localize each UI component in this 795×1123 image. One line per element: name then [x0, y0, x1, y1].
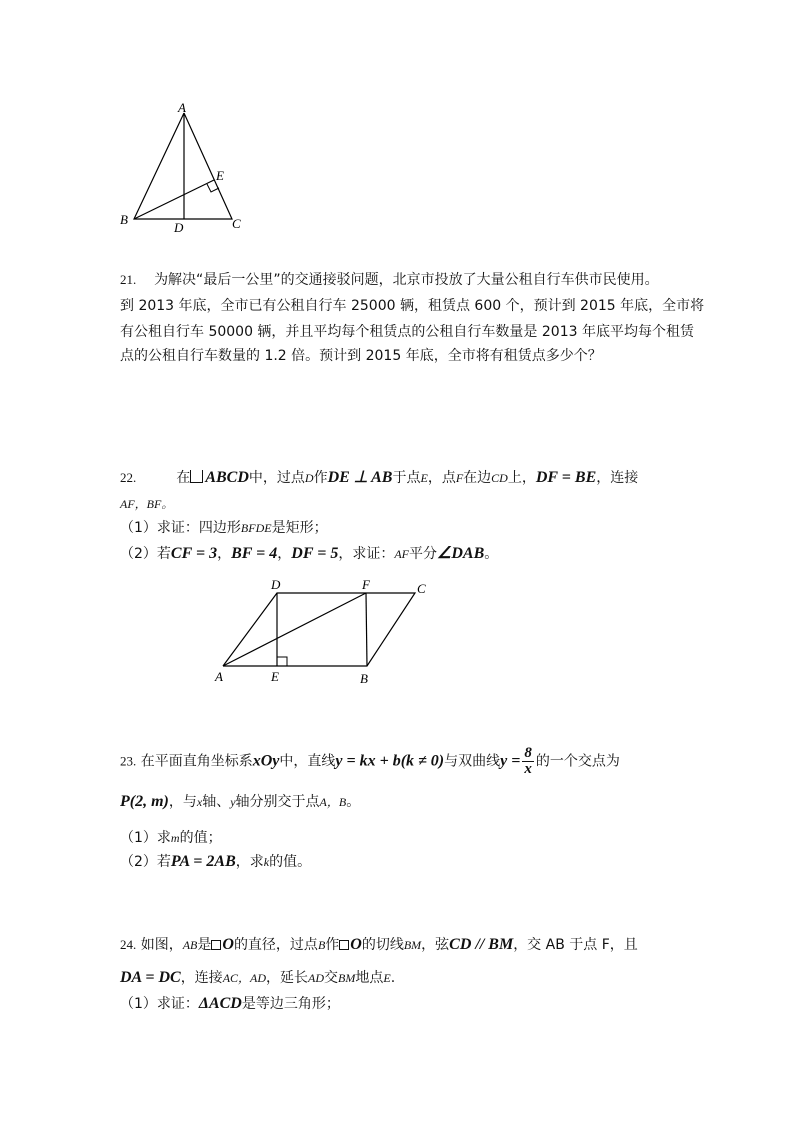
q22-text: 在	[176, 470, 191, 486]
label-b: B	[360, 671, 368, 686]
q23-line1	[120, 746, 620, 777]
q22-sub1	[120, 518, 328, 538]
q23-number: 23.	[120, 753, 137, 769]
q23-text: ，与	[168, 794, 197, 810]
q23-text: 在平面直角坐标系	[140, 753, 253, 770]
segment-bf	[366, 593, 367, 666]
math-o: O	[350, 936, 362, 953]
var-ab: AB	[182, 938, 198, 952]
q22-text: ，	[217, 546, 232, 562]
q22-text: 中，过点	[248, 470, 305, 486]
label-b: B	[120, 212, 128, 227]
segment-af	[223, 593, 366, 666]
q23-text: ，求	[235, 854, 264, 870]
q23-text: 的值。	[269, 854, 312, 870]
q23-text: 轴、	[202, 794, 231, 810]
triangle-abc	[134, 113, 232, 219]
right-angle-mark	[277, 657, 287, 666]
var-cd: CD	[491, 471, 508, 485]
q23-sub1	[120, 828, 222, 848]
q22-text: 作	[313, 470, 328, 486]
q23-text: 。	[346, 794, 361, 810]
math-y-eq: y =	[500, 752, 521, 770]
math-triangle-acd: ΔACD	[198, 995, 242, 1012]
q24-text: 作	[325, 937, 340, 953]
q22-line2	[120, 494, 173, 514]
q23-text: 的一个交点为	[535, 753, 620, 770]
q23-line2	[120, 792, 360, 812]
q22-sub2	[120, 544, 498, 564]
var-e: E	[420, 471, 428, 485]
label-c: C	[232, 216, 241, 231]
q24-text: 地点	[355, 970, 384, 986]
q24-text: 如图，	[140, 937, 183, 953]
q23-text: 的值；	[179, 830, 222, 846]
var-bfde: BFDE	[240, 521, 272, 535]
q21-line2: 到 2013 年底，全市已有公租自行车 25000 辆，租赁点 600 个，预计到 2015 年底，全市将	[120, 298, 705, 314]
parallelogram-figure	[205, 575, 445, 690]
q23-text: 轴分别交于点	[235, 794, 320, 810]
q24-number: 24.	[120, 937, 137, 952]
q24-text: ，连接	[180, 970, 223, 986]
var-e: E	[383, 971, 391, 985]
q23-text: （2）若	[120, 854, 171, 870]
label-c: C	[417, 581, 426, 596]
math-bf: BF = 4	[231, 545, 278, 562]
q22-text: ，连接	[596, 470, 639, 486]
q21-text-1: 为解决“最后一公里”的交通接驳问题，北京市投放了大量公租自行车供市民使用。	[154, 272, 659, 288]
var-a-b: A，B	[319, 795, 347, 809]
q21-number: 21.	[120, 272, 137, 287]
math-cf: CF = 3	[170, 545, 218, 562]
var-m: m	[170, 831, 180, 845]
q24-text: 的直径，过点	[233, 937, 318, 953]
q21-line1	[120, 270, 659, 290]
q24-sub1	[120, 994, 340, 1014]
q22-text: ，	[277, 546, 292, 562]
var-k: k	[263, 855, 270, 869]
label-f: F	[362, 577, 370, 592]
q23-text: 中，直线	[279, 753, 336, 770]
q22-text: 平分	[409, 546, 437, 562]
fraction-numerator: 8	[524, 745, 532, 761]
math-xoy: xOy	[252, 752, 280, 770]
parallelogram-abcd	[223, 593, 415, 666]
label-e: E	[216, 168, 224, 183]
q22-text: ，点	[427, 470, 456, 486]
var-x: x	[196, 795, 203, 809]
q24-line2	[120, 968, 395, 988]
math-df-eq-be: DF = BE	[535, 469, 597, 486]
label-d: D	[174, 220, 184, 235]
circle-icon	[339, 940, 349, 950]
triangle-figure	[110, 100, 260, 240]
math-de-perp-ab: DE ⊥ AB	[327, 469, 393, 486]
q24-text: 是等边三角形；	[241, 996, 340, 1012]
q22-text: ，求证：	[338, 546, 395, 562]
math-o: O	[222, 936, 234, 953]
q24-text: .	[390, 970, 396, 986]
math-line-eq: y = kx + b(k ≠ 0)	[335, 752, 445, 770]
math-angle-dab: ∠DAB	[437, 545, 485, 562]
math-da-eq-dc: DA = DC	[120, 969, 181, 986]
var-d: D	[304, 471, 314, 485]
math-pa-eq-2ab: PA = 2AB	[170, 853, 236, 870]
q24-line1	[120, 935, 638, 955]
q23-sub2	[120, 852, 311, 872]
q22-text: （1）求证：四边形	[120, 520, 241, 536]
q22-text: 在边	[463, 470, 492, 486]
label-a: A	[178, 100, 186, 115]
var-y: y	[230, 795, 236, 809]
var-b: B	[317, 938, 326, 952]
q21-line3: 有公租自行车 50000 辆，并且平均每个租赁点的公租自行车数量是 2013 年底平均每个租赁	[120, 324, 694, 340]
label-d: D	[271, 577, 281, 592]
q22-text: 于点	[392, 470, 421, 486]
q24-text: 的切线	[361, 937, 404, 953]
var-bm: BM	[403, 938, 422, 952]
var-bm: BM	[338, 971, 356, 985]
math-df: DF = 5	[291, 545, 339, 562]
math-point-p: P(2, m)	[120, 793, 169, 810]
label-e: E	[271, 669, 279, 684]
parallelogram-icon	[190, 470, 203, 483]
segment-be	[134, 180, 214, 219]
q22-line1	[120, 468, 638, 488]
q22-text: 是矩形；	[271, 520, 328, 536]
var-ac-ad: AC，AD	[222, 971, 267, 985]
q22-text: 上，	[507, 470, 536, 486]
q24-text: ，弦	[421, 937, 450, 953]
q21-line4: 点的公租自行车数量的 1.2 倍。预计到 2015 年底，全市将有租赁点多少个？	[120, 348, 602, 364]
q22-number: 22.	[120, 470, 137, 485]
label-a: A	[215, 669, 223, 684]
q23-text: （1）求	[120, 830, 171, 846]
math-abcd: ABCD	[205, 469, 249, 486]
var-f: F	[455, 471, 464, 485]
fraction-denominator: x	[524, 761, 532, 777]
q24-text: 交	[324, 970, 339, 986]
q22-text: 。	[484, 546, 499, 562]
circle-icon	[211, 940, 221, 950]
q24-text: （1）求证：	[120, 996, 199, 1012]
fraction-8-over-x	[522, 746, 534, 777]
q24-text: ，延长	[266, 970, 309, 986]
q24-text: 是	[197, 937, 212, 953]
q24-text: ，交 AB 于点 F，且	[513, 937, 638, 953]
var-af: AF	[394, 547, 409, 561]
q22-text: （2）若	[120, 546, 171, 562]
q22-af-bf: AF，BF。	[120, 497, 174, 511]
math-cd-parallel-bm: CD // BM	[449, 936, 514, 953]
q23-text: 与双曲线	[444, 753, 501, 770]
var-ad: AD	[308, 971, 325, 985]
